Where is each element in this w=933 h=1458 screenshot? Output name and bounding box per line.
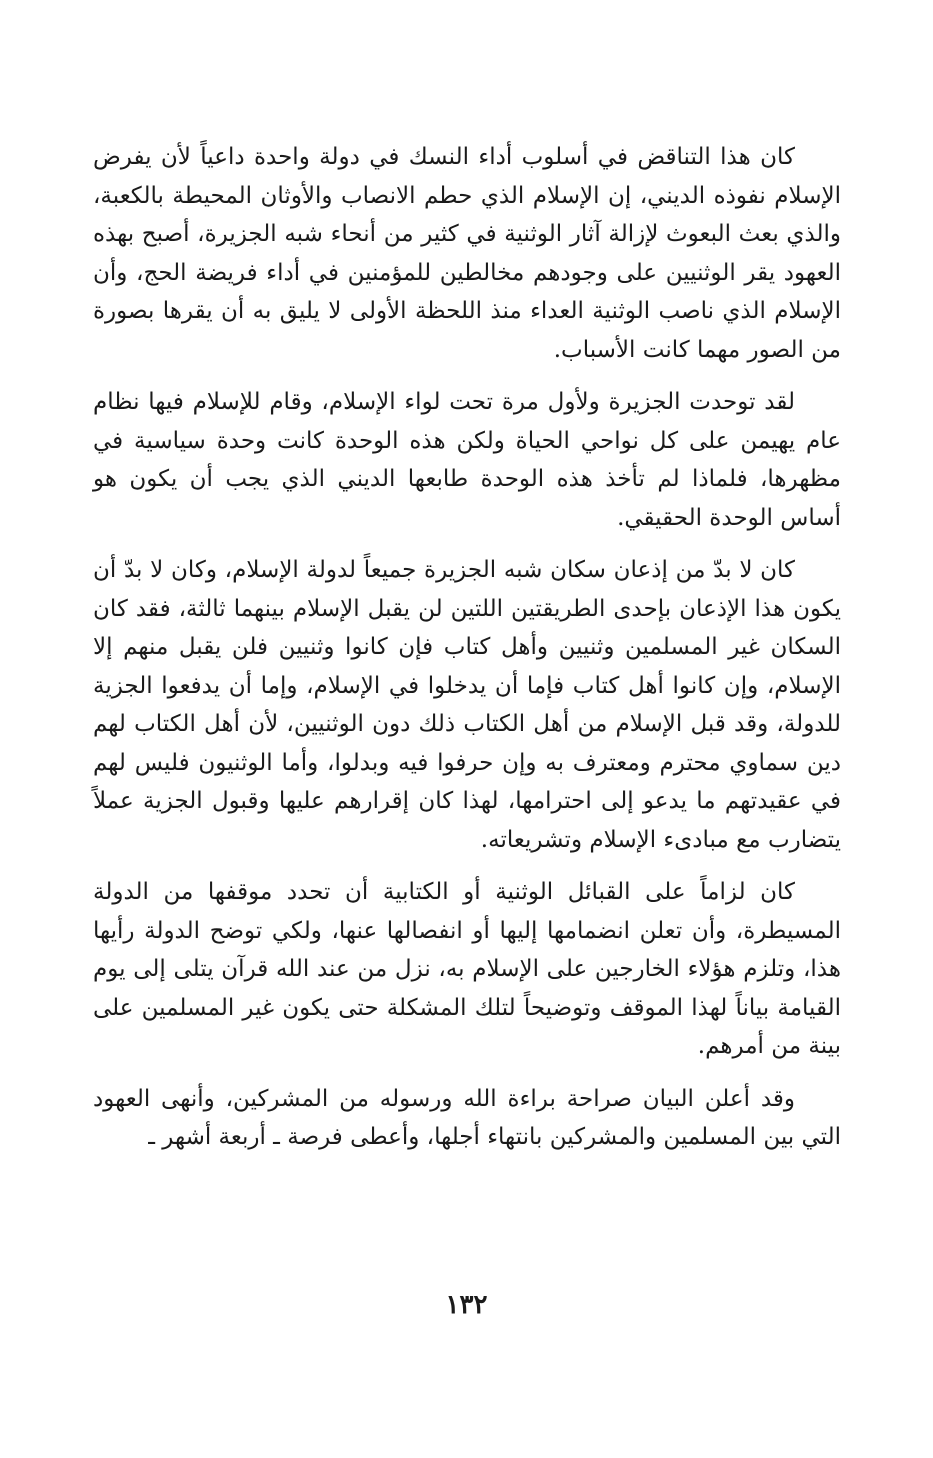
paragraph-3: كان لا بدّ من إذعان سكان شبه الجزيرة جميعاً لدولة الإسلام، وكان لا بدّ أن يكون هذا الإذعان بإحدى الطريقتين اللتين لن يقبل الإسلام بينهما ثالثة، فقد كان السكان غير المسلمين وثنيين وأهل كتاب فإن كانوا وثنيين فلن يقبل منهم إلا الإسلام، وإن كانوا أهل كتاب فإما أن يدخلوا في الإسلام، وإما أن يدفعوا الجزية للدولة، وقد قبل الإسلام من أهل الكتاب ذلك دون الوثنيين، لأن أهل الكتاب لهم دين سماوي محترم ومعترف به وإن حرفوا فيه وبدلوا، وأما الوثنيون فليس لهم في عقيدتهم ما يدعو إلى احترامها، لهذا كان إقرارهم عليها وقبول الجزية عملاً يتضارب مع مبادىء الإسلام وتشريعاته. — [93, 557, 841, 853]
paragraph-5: وقد أعلن البيان صراحة براءة الله ورسوله من المشركين، وأنهى العهود التي بين المسلمين والمشركين بانتهاء أجلها، وأعطى فرصة ـ أربعة أشهر ـ — [93, 1085, 841, 1150]
page-body — [93, 138, 841, 1171]
paragraph-1: كان هذا التناقض في أسلوب أداء النسك في دولة واحدة داعياً لأن يفرض الإسلام نفوذه الديني، إن الإسلام الذي حطم الانصاب والأوثان المحيطة بالكعبة، والذي بعث البعوث لإزالة آثار الوثنية في كثير من أنحاء شبه الجزيرة، أصبح بهذه العهود يقر الوثنيين على وجودهم مخالطين للمؤمنين في أداء فريضة الحج، وأن الإسلام الذي ناصب الوثنية العداء منذ اللحظة الأولى لا يليق به أن يقرها بصورة من الصور مهما كانت الأسباب. — [93, 144, 841, 363]
page-number: ١٣٢ — [445, 1290, 488, 1320]
paragraph-4: كان لزاماً على القبائل الوثنية أو الكتابية أن تحدد موقفها من الدولة المسيطرة، وأن تعلن انضمامها إليها أو انفصالها عنها، ولكي توضح الدولة رأيها هذا، وتلزم هؤلاء الخارجين على الإسلام به، نزل من عند الله قرآن يتلى إلى يوم القيامة بياناً لهذا الموقف وتوضيحاً لتلك المشكلة حتى يكون غير المسلمين على بينة من أمرهم. — [93, 879, 841, 1059]
paragraph-2: لقد توحدت الجزيرة ولأول مرة تحت لواء الإسلام، وقام للإسلام فيها نظام عام يهيمن على كل نواحي الحياة ولكن هذه الوحدة كانت وحدة سياسية في مظهرها، فلماذا لم تأخذ هذه الوحدة طابعها الديني الذي يجب أن يكون هو أساس الوحدة الحقيقي. — [93, 389, 841, 531]
